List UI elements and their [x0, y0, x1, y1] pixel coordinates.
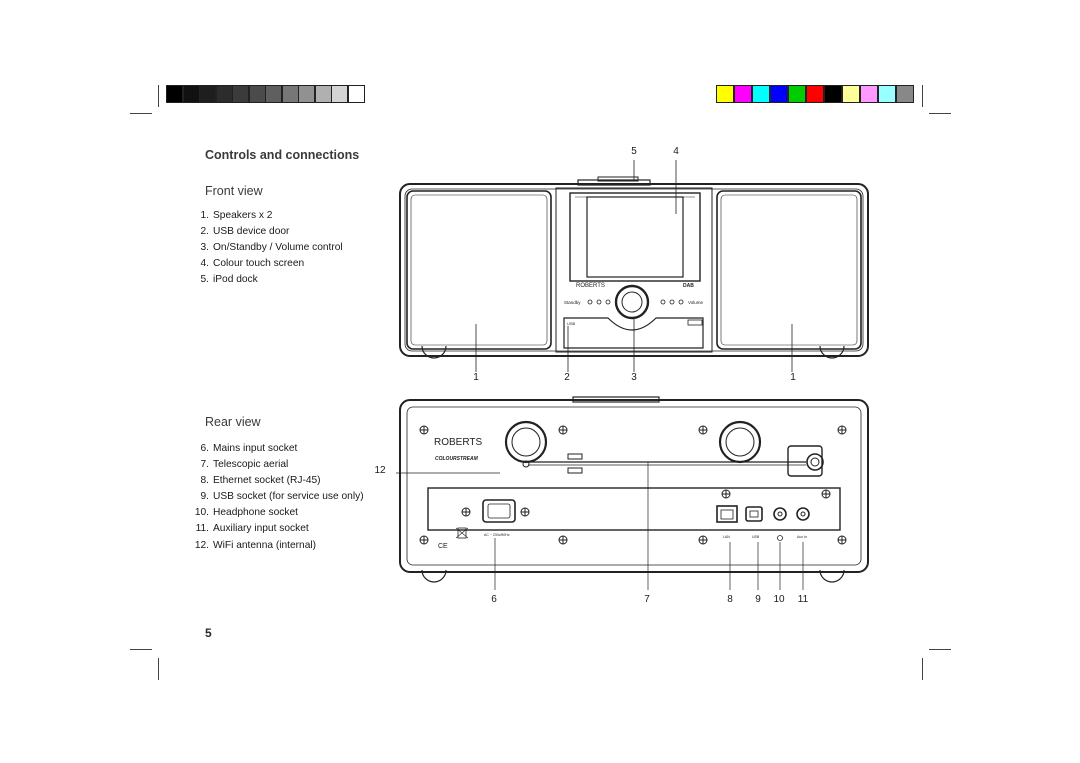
color-swatch	[878, 85, 896, 103]
callout-5: 5	[631, 146, 637, 157]
crop-mark	[922, 85, 923, 107]
crop-mark	[130, 649, 152, 650]
usb-door-label: USB	[567, 321, 576, 326]
standby-volume-knob	[616, 286, 648, 318]
greyscale-swatch	[249, 85, 266, 103]
callout-1: 1	[473, 372, 479, 383]
callout-1: 1	[790, 372, 796, 383]
callout-4: 4	[673, 146, 679, 157]
usb-label: USB	[752, 535, 760, 539]
color-swatch	[824, 85, 842, 103]
color-swatch	[734, 85, 752, 103]
list-item: 7. Telescopic aerial	[200, 459, 289, 471]
callout-7: 7	[644, 594, 650, 605]
screw-icon	[420, 426, 846, 544]
greyscale-swatch	[282, 85, 299, 103]
speaker-left	[407, 191, 551, 349]
speaker-right	[717, 191, 861, 349]
dab-logo: DAB	[683, 283, 694, 289]
callout-9: 9	[755, 594, 761, 605]
color-swatch	[896, 85, 914, 103]
crop-mark	[929, 649, 951, 650]
rear-brand-logo: ROBERTS	[434, 437, 483, 448]
greyscale-swatch	[183, 85, 200, 103]
greyscale-swatch	[166, 85, 183, 103]
color-swatch	[716, 85, 734, 103]
list-item: 12. WiFi antenna (internal)	[194, 539, 317, 551]
radio-rear-body	[400, 400, 868, 572]
rear-view-illustration	[380, 390, 880, 590]
callout-12: 12	[374, 465, 386, 476]
callout-3: 3	[631, 372, 637, 383]
greyscale-swatch	[348, 85, 365, 103]
callout-8: 8	[727, 594, 733, 605]
list-item: 9. USB socket (for service use only)	[200, 491, 364, 503]
mains-label: AC ~ 230v/50Hz	[484, 533, 510, 537]
greyscale-swatch	[232, 85, 249, 103]
crop-mark	[130, 113, 152, 114]
aux-label: Aux In	[797, 535, 807, 539]
list-item: 5. iPod dock	[200, 274, 258, 286]
auxiliary-input-socket	[797, 508, 809, 520]
lan-label: LAN	[723, 535, 730, 539]
headphone-socket	[774, 508, 786, 520]
colour-touch-screen	[570, 193, 700, 281]
crop-mark	[929, 113, 951, 114]
list-item: 10. Headphone socket	[194, 507, 298, 519]
list-item: 6. Mains input socket	[200, 443, 298, 454]
color-swatch	[842, 85, 860, 103]
list-item: 3. On/Standby / Volume control	[200, 242, 343, 254]
volume-label: Volume	[688, 300, 704, 305]
usb-socket	[746, 507, 762, 521]
callout-11: 11	[797, 594, 809, 605]
list-item: 2. USB device door	[200, 226, 290, 238]
greyscale-swatch	[216, 85, 233, 103]
callout-6: 6	[491, 594, 497, 605]
greyscale-swatch	[265, 85, 282, 103]
list-item: 4. Colour touch screen	[200, 258, 305, 270]
greyscale-swatch	[199, 85, 216, 103]
crop-mark	[158, 658, 159, 680]
section-title: Controls and connections	[205, 148, 360, 162]
color-swatch	[752, 85, 770, 103]
sub-brand-logo: COLOURSTREAM	[435, 456, 478, 462]
list-item: 1. Speakers x 2	[200, 210, 273, 221]
color-swatch	[788, 85, 806, 103]
crop-mark	[158, 85, 159, 107]
list-item: 11. Auxiliary input socket	[195, 523, 309, 535]
ethernet-socket	[717, 506, 737, 522]
page-number: 5	[205, 626, 212, 640]
color-swatch	[860, 85, 878, 103]
color-swatch	[770, 85, 788, 103]
list-item: 8. Ethernet socket (RJ-45)	[200, 475, 321, 487]
front-view-list	[187, 208, 343, 288]
front-view-heading: Front view	[205, 184, 263, 198]
greyscale-swatch	[315, 85, 332, 103]
rear-view-heading: Rear view	[205, 415, 261, 429]
usb-device-door	[564, 318, 703, 348]
callout-2: 2	[564, 372, 570, 383]
color-swatch	[806, 85, 824, 103]
front-view-illustration	[380, 150, 880, 375]
headphone-symbol-icon	[778, 536, 783, 541]
rear-view-list	[187, 441, 364, 554]
greyscale-swatch	[331, 85, 348, 103]
standby-label: Standby	[564, 300, 581, 305]
greyscale-swatch	[298, 85, 315, 103]
crop-mark	[922, 658, 923, 680]
brand-logo: ROBERTS	[576, 283, 605, 289]
callout-10: 10	[773, 594, 785, 605]
ce-mark: CE	[438, 543, 448, 550]
